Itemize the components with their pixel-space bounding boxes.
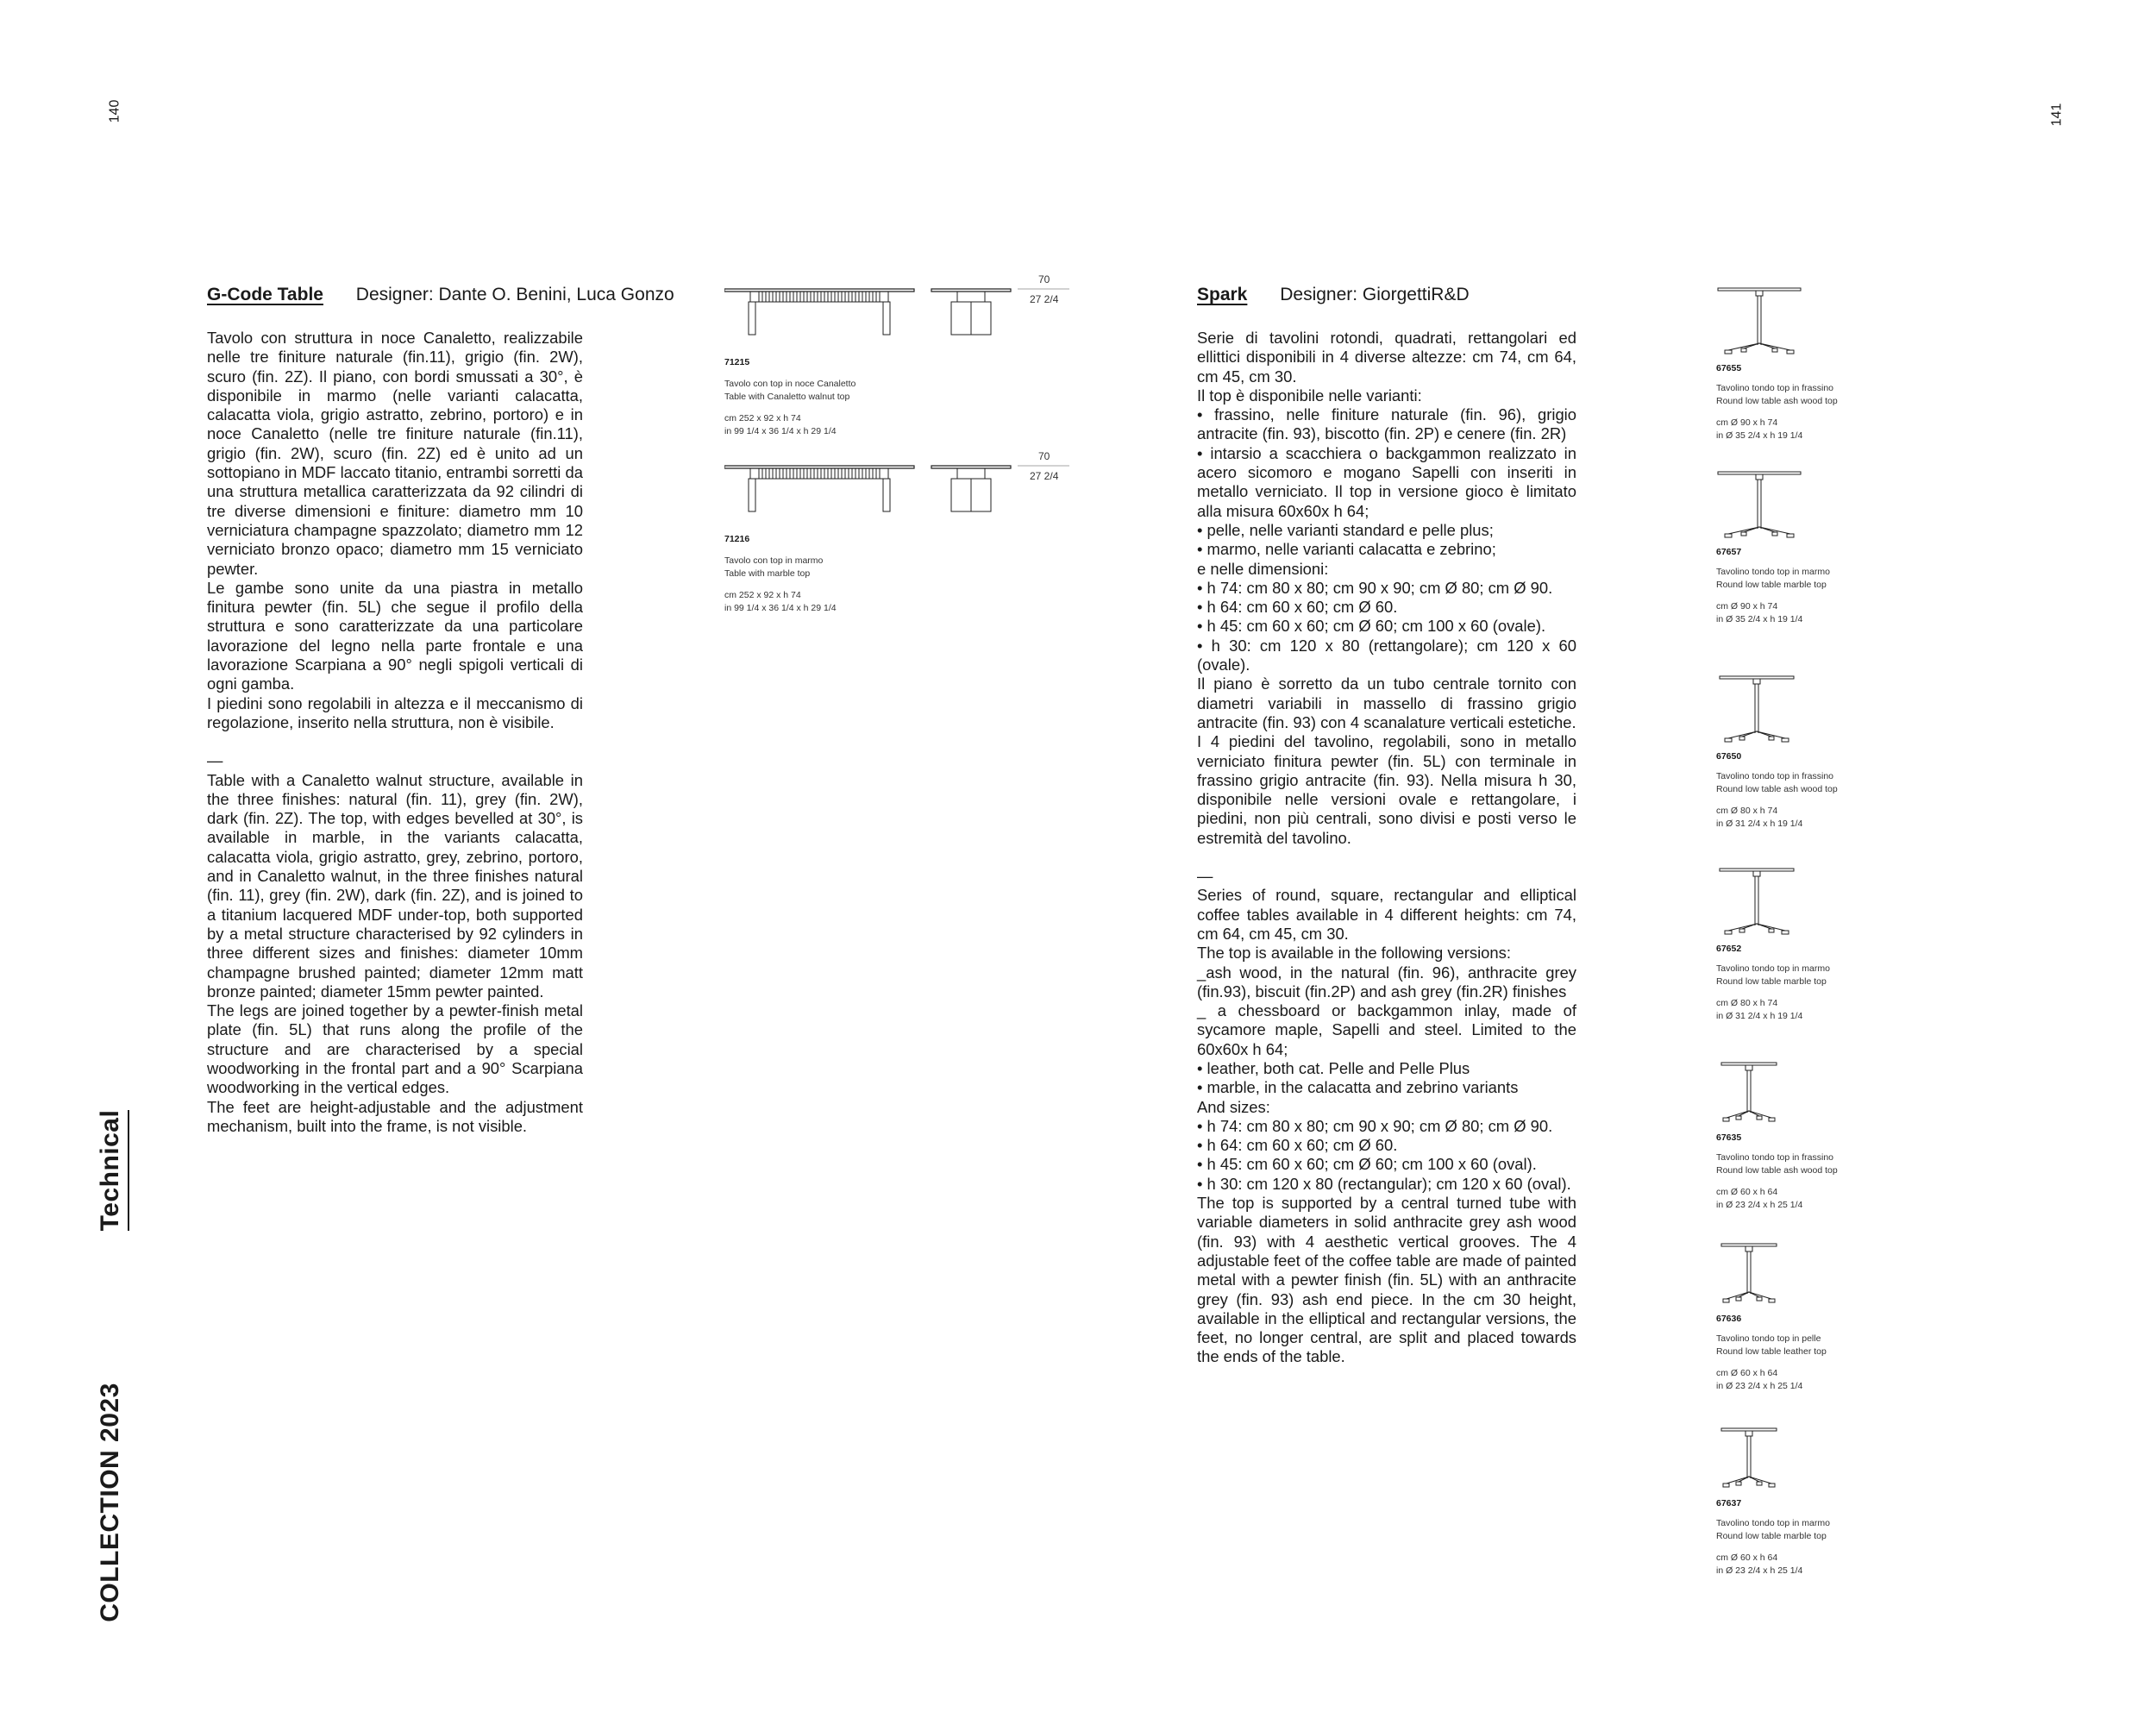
spark-en-line: And sizes: bbox=[1197, 1097, 1270, 1116]
spark-it-line: • pelle, nelle varianti standard e pelle plus; bbox=[1197, 520, 1494, 539]
spark-it-line: I 4 piedini del tavolino, regolabili, sono in metallo verniciato finitura pewter (fin. 5L) con terminale in frassino grigio antracite (fin. 93). Nella misura h 30, disponibile nelle versioni ovale e rettangolare, i piedini, non più centrali, sono divisi e posti verso le estremità del tavolino. bbox=[1197, 732, 1576, 847]
dimensions-in: in Ø 35 2/4 x h 19 1/4 bbox=[1716, 430, 1803, 441]
spark-en-line: • h 74: cm 80 x 80; cm 90 x 90; cm Ø 80; cm Ø 90. bbox=[1197, 1116, 1553, 1135]
spark-it-line: • marmo, nelle varianti calacatta e zebrino; bbox=[1197, 540, 1496, 559]
gcode-height-in: 27 2/4 bbox=[1030, 470, 1059, 482]
spark-en-line: _ash wood, in the natural (fin. 96), anthracite grey (fin.93), biscuit (fin.2P) and ash grey (fin.2R) finishes bbox=[1197, 963, 1576, 1000]
gcode-en-paragraph: Table with a Canaletto walnut structure, available in the three finishes: natural (fin. 11), grey (fin. 2W), dark (fin. 2Z). The top, with edges bevelled at 30°, is available in marble, in the variants calacatta, calacatta viola, grigio astratto, grey, zebrino, portoro, and in Canaletto walnut, in the three finishes natural (fin. 11), grey (fin. 2W), dark (fin. 2Z), and is joined to a titanium lacquered MDF under-top, both supported by a metal structure characterised by 92 cylinders in three different sizes and finishes: diameter 10mm champagne brushed painted; diameter 12mm matt bronze painted; diameter 15mm pewter painted. bbox=[207, 770, 583, 1000]
product-code: 67655 bbox=[1716, 363, 1742, 373]
side-table-drawing-icon bbox=[1716, 285, 1811, 359]
dimensions-in: in 99 1/4 x 36 1/4 x h 29 1/4 bbox=[724, 603, 837, 613]
gcode-designer: Designer: Dante O. Benini, Luca Gonzo bbox=[355, 285, 674, 304]
dimensions-cm: cm Ø 60 x h 64 bbox=[1716, 1552, 1778, 1563]
gcode-it-paragraph: Tavolo con struttura in noce Canaletto, realizzabile nelle tre finiture naturale (fin.11), grigio (fin. 2W), scuro (fin. 2Z). Il piano, con bordi smussati a 30°, è disponibile in marmo (nelle varianti calacatta, calacatta viola, grigio astratto, zebrino, portoro) e in noce Canaletto (nelle tre finiture naturale (fin.11), grigio (fin. 2W), scuro (fin. 2Z) ed è unito ad un sottopiano in MDF laccato titanio, entrambi sorretti da una struttura metallica caratterizzata da 92 cilindri di tre diverse dimensioni e finiture: diametro mm 10 verniciatura champagne spazzolato; diametro mm 12 verniciato bronzo opaco; diametro mm 15 verniciato pewter. bbox=[207, 329, 583, 578]
caption-en: Round low table ash wood top bbox=[1716, 784, 1838, 794]
spark-en-line: • h 64: cm 60 x 60; cm Ø 60. bbox=[1197, 1136, 1398, 1155]
gcode-item bbox=[724, 450, 1069, 615]
section-label: Technical bbox=[96, 1084, 125, 1257]
spark-it-line: • frassino, nelle finiture naturale (fin. 96), grigio antracite (fin. 93), biscotto (fin. 2P) e cenere (fin. 2R) bbox=[1197, 405, 1576, 443]
spark-item bbox=[1716, 285, 1906, 468]
spark-it-line: • h 64: cm 60 x 60; cm Ø 60. bbox=[1197, 598, 1398, 617]
spark-separator: — bbox=[1197, 867, 1213, 886]
spark-title-row bbox=[1197, 285, 1470, 305]
product-code: 67650 bbox=[1716, 751, 1742, 762]
spark-it-line: • h 45: cm 60 x 60; cm Ø 60; cm 100 x 60 (ovale). bbox=[1197, 617, 1546, 636]
spark-en-line: Series of round, square, rectangular and elliptical coffee tables available in 4 different heights: cm 74, cm 64, cm 45, cm 30. bbox=[1197, 886, 1576, 943]
dimensions-cm: cm 252 x 92 x h 74 bbox=[724, 590, 801, 600]
spark-it-line: • h 74: cm 80 x 80; cm 90 x 90; cm Ø 80; cm Ø 90. bbox=[1197, 578, 1553, 597]
caption-en: Round low table marble top bbox=[1716, 580, 1827, 590]
caption-it: Tavolino tondo top in marmo bbox=[1716, 567, 1830, 577]
spark-en-line: The top is supported by a central turned tube with variable diameters in solid anthracite grey ash wood (fin. 93) with 4 aesthetic vertical grooves. The 4 adjustable feet of the coffee table are made of painted metal with a pewter finish (fin. 5L) with an anthracite grey (fin. 93) ash end piece. In the cm 30 height, available in the elliptical and rectangular versions, the feet, no longer central, are split and placed towards the ends of the table. bbox=[1197, 1194, 1576, 1366]
caption-en: Round low table marble top bbox=[1716, 976, 1827, 987]
product-code: 67657 bbox=[1716, 547, 1742, 557]
dimensions-cm: cm 252 x 92 x h 74 bbox=[724, 413, 801, 423]
caption-it: Tavolino tondo top in frassino bbox=[1716, 771, 1834, 781]
caption-it: Tavolino tondo top in pelle bbox=[1716, 1333, 1821, 1344]
spark-item bbox=[1716, 1059, 1906, 1240]
gcode-product-name: G-Code Table bbox=[207, 285, 323, 304]
caption-en: Table with Canaletto walnut top bbox=[724, 392, 850, 402]
table-drawing-icon bbox=[724, 280, 1069, 349]
dimensions-in: in Ø 23 2/4 x h 25 1/4 bbox=[1716, 1200, 1803, 1210]
spark-items-column bbox=[1716, 285, 1906, 1578]
dimensions-in: in 99 1/4 x 36 1/4 x h 29 1/4 bbox=[724, 426, 837, 436]
spark-en-line: • h 30: cm 120 x 80 (rectangular); cm 120 x 60 (oval). bbox=[1197, 1174, 1571, 1193]
spark-description bbox=[1197, 329, 1576, 1367]
product-code: 67635 bbox=[1716, 1132, 1742, 1143]
product-code: 71216 bbox=[724, 534, 750, 544]
spark-it-line: e nelle dimensioni: bbox=[1197, 559, 1329, 578]
side-table-drawing-icon bbox=[1716, 1059, 1811, 1128]
dimensions-cm: cm Ø 60 x h 64 bbox=[1716, 1368, 1778, 1378]
caption-en: Table with marble top bbox=[724, 568, 811, 579]
table-drawing-icon bbox=[724, 457, 1069, 526]
gcode-description bbox=[207, 329, 583, 1136]
product-code: 67652 bbox=[1716, 944, 1742, 954]
product-code: 67637 bbox=[1716, 1498, 1742, 1509]
dimensions-cm: cm Ø 90 x h 74 bbox=[1716, 601, 1778, 612]
caption-it: Tavolo con top in noce Canaletto bbox=[724, 379, 856, 389]
side-table-drawing-icon bbox=[1716, 468, 1811, 543]
gcode-en-paragraph: The legs are joined together by a pewter-finish metal plate (fin. 5L) that runs along the profile of the structure and are characterised by a special woodworking in the frontal part and a 90° Scarpiana woodworking in the vertical edges. bbox=[207, 1001, 583, 1097]
spark-en-line: _ a chessboard or backgammon inlay, made of sycamore maple, Sapelli and steel. Limited to the 60x60x h 64; bbox=[1197, 1001, 1576, 1058]
caption-it: Tavolino tondo top in frassino bbox=[1716, 383, 1834, 393]
gcode-title-row bbox=[207, 285, 674, 305]
spark-it-line: • intarsio a scacchiera o backgammon realizzato in acero sicomoro e mogano Sapelli con inseriti in metallo verniciato. Il top in versione gioco è limitato alla misura 60x60x h 64; bbox=[1197, 443, 1576, 520]
caption-en: Round low table ash wood top bbox=[1716, 396, 1838, 406]
caption-en: Round low table marble top bbox=[1716, 1531, 1827, 1541]
side-table-drawing-icon bbox=[1716, 1425, 1811, 1494]
spark-item bbox=[1716, 468, 1906, 673]
dimensions-cm: cm Ø 90 x h 74 bbox=[1716, 417, 1778, 428]
caption-it: Tavolino tondo top in marmo bbox=[1716, 963, 1830, 974]
page-number-right: 141 bbox=[2049, 103, 2065, 127]
gcode-height-cm: 70 bbox=[1038, 450, 1050, 462]
gcode-en-paragraph: The feet are height-adjustable and the adjustment mechanism, built into the frame, is not visible. bbox=[207, 1097, 583, 1135]
caption-it: Tavolino tondo top in marmo bbox=[1716, 1518, 1830, 1528]
dimensions-in: in Ø 35 2/4 x h 19 1/4 bbox=[1716, 614, 1803, 624]
spark-en-line: • leather, both cat. Pelle and Pelle Plus bbox=[1197, 1058, 1470, 1077]
spark-it-line: Il piano è sorretto da un tubo centrale tornito con diametri variabili in massello di frassino grigio antracite (fin. 93) con 4 scanalature verticali estetiche. bbox=[1197, 674, 1576, 731]
spark-it-line: • h 30: cm 120 x 80 (rettangolare); cm 120 x 60 (ovale). bbox=[1197, 636, 1576, 674]
caption-en: Round low table leather top bbox=[1716, 1346, 1827, 1357]
side-table-drawing-icon bbox=[1716, 1240, 1811, 1309]
page-number-left: 140 bbox=[107, 99, 122, 123]
spark-en-line: • h 45: cm 60 x 60; cm Ø 60; cm 100 x 60 (oval). bbox=[1197, 1155, 1537, 1174]
spark-it-line: Il top è disponibile nelle varianti: bbox=[1197, 386, 1422, 405]
caption-it: Tavolino tondo top in frassino bbox=[1716, 1152, 1834, 1163]
caption-en: Round low table ash wood top bbox=[1716, 1165, 1838, 1176]
spark-designer: Designer: GiorgettiR&D bbox=[1280, 285, 1470, 304]
gcode-it-paragraph: I piedini sono regolabili in altezza e il meccanismo di regolazione, inserito nella struttura, non è visibile. bbox=[207, 693, 583, 731]
gcode-height-in: 27 2/4 bbox=[1030, 293, 1059, 305]
spark-item bbox=[1716, 865, 1906, 1059]
dimensions-in: in Ø 31 2/4 x h 19 1/4 bbox=[1716, 819, 1803, 829]
spark-en-line: The top is available in the following versions: bbox=[1197, 944, 1511, 963]
side-table-drawing-icon bbox=[1716, 673, 1811, 747]
dimensions-cm: cm Ø 80 x h 74 bbox=[1716, 998, 1778, 1008]
collection-label: COLLECTION 2023 bbox=[96, 1383, 124, 1622]
spark-en-line: • marble, in the calacatta and zebrino variants bbox=[1197, 1078, 1519, 1097]
side-table-drawing-icon bbox=[1716, 865, 1811, 939]
spark-product-name: Spark bbox=[1197, 285, 1248, 304]
product-code: 71215 bbox=[724, 357, 750, 367]
caption-it: Tavolo con top in marmo bbox=[724, 555, 824, 566]
dimensions-in: in Ø 23 2/4 x h 25 1/4 bbox=[1716, 1565, 1803, 1576]
spark-item bbox=[1716, 673, 1906, 865]
dimensions-in: in Ø 31 2/4 x h 19 1/4 bbox=[1716, 1011, 1803, 1021]
spark-it-line: Serie di tavolini rotondi, quadrati, rettangolari ed ellittici disponibili in 4 diverse altezze: cm 74, cm 64, cm 45, cm 30. bbox=[1197, 329, 1576, 386]
product-code: 67636 bbox=[1716, 1314, 1742, 1324]
dimensions-cm: cm Ø 80 x h 74 bbox=[1716, 806, 1778, 816]
gcode-item bbox=[724, 273, 1069, 438]
dimensions-cm: cm Ø 60 x h 64 bbox=[1716, 1187, 1778, 1197]
spark-item bbox=[1716, 1240, 1906, 1425]
spark-item bbox=[1716, 1425, 1906, 1578]
dimensions-in: in Ø 23 2/4 x h 25 1/4 bbox=[1716, 1381, 1803, 1391]
gcode-it-paragraph: Le gambe sono unite da una piastra in metallo finitura pewter (fin. 5L) che segue il profilo della struttura e sono caratterizzate da una particolare lavorazione del legno nella parte frontale e una lavorazione Scarpiana a 90° negli spigoli verticali di ogni gamba. bbox=[207, 578, 583, 693]
gcode-height-cm: 70 bbox=[1038, 273, 1050, 285]
gcode-separator: — bbox=[207, 751, 223, 770]
